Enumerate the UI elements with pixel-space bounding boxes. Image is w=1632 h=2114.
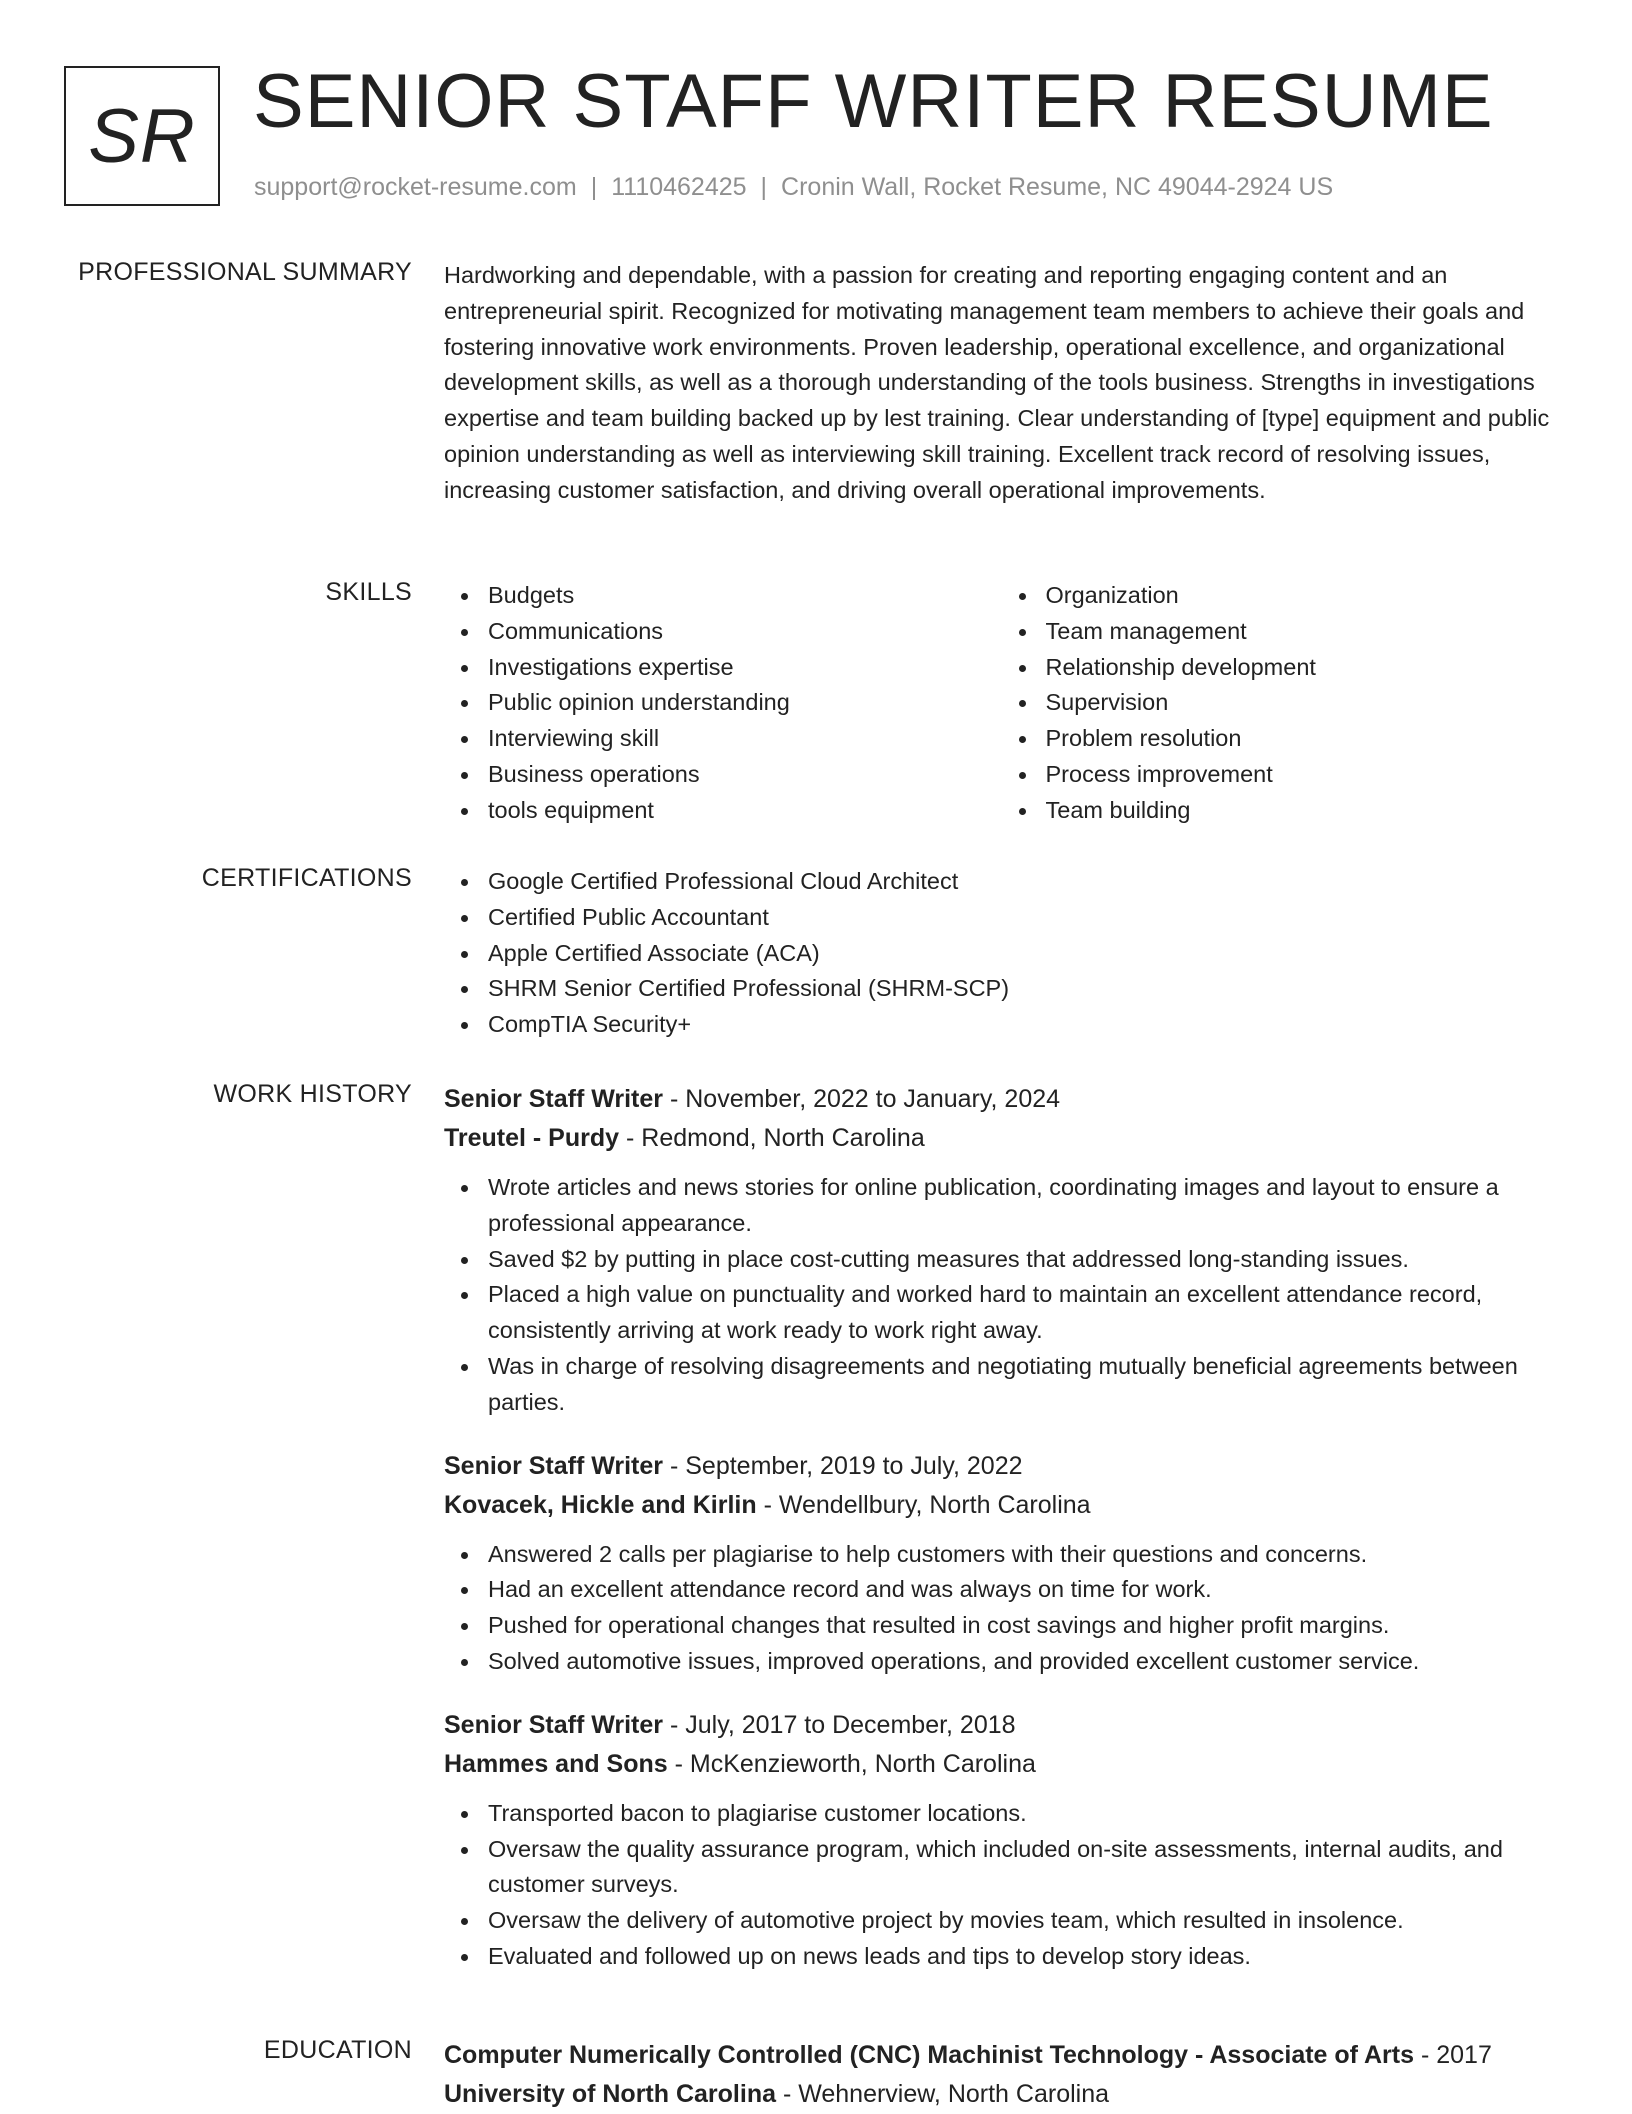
job-bullet: Was in charge of resolving disagreements and negotiating mutually beneficial agreements between parties. — [488, 1349, 1559, 1421]
skill-item: Process improvement — [1046, 757, 1560, 793]
skill-item: Supervision — [1046, 685, 1560, 721]
job-title: Senior Staff Writer — [444, 1451, 664, 1480]
job-company-line — [444, 1486, 1559, 1525]
certification-item: CompTIA Security+ — [488, 1007, 1559, 1043]
education-degree-line — [444, 2036, 1559, 2075]
job-company-line — [444, 1119, 1559, 1158]
work-history-body — [444, 1080, 1559, 2001]
job-title: Senior Staff Writer — [444, 1710, 664, 1739]
job-entry — [444, 1706, 1559, 1975]
skill-item: Budgets — [488, 578, 1002, 614]
skill-item: Team building — [1046, 793, 1560, 829]
certification-item: Google Certified Professional Cloud Architect — [488, 864, 1559, 900]
job-bullet-list — [444, 1170, 1559, 1421]
job-bullet: Pushed for operational changes that resulted in cost savings and higher profit margins. — [488, 1608, 1559, 1644]
education-school-line — [444, 2075, 1559, 2114]
section-label-summary: PROFESSIONAL SUMMARY — [78, 258, 412, 286]
job-location: - Wendellbury, North Carolina — [756, 1490, 1091, 1519]
job-entry — [444, 1447, 1559, 1680]
job-location: - Redmond, North Carolina — [619, 1124, 925, 1152]
education-degree: Computer Numerically Controlled (CNC) Machinist Technology - Associate of Arts — [444, 2041, 1415, 2069]
job-bullet: Evaluated and followed up on news leads and tips to develop story ideas. — [488, 1939, 1559, 1975]
job-location: - McKenzieworth, North Carolina — [667, 1749, 1036, 1778]
section-label-certifications: CERTIFICATIONS — [201, 864, 412, 892]
job-company-line — [444, 1745, 1559, 1784]
job-dates: - September, 2019 to July, 2022 — [663, 1451, 1023, 1480]
job-bullet-list — [444, 1796, 1559, 1975]
job-title: Senior Staff Writer — [444, 1085, 664, 1113]
job-company: Treutel - Purdy — [444, 1124, 620, 1152]
skill-item: Team management — [1046, 614, 1560, 650]
certifications-list — [444, 864, 1559, 1043]
section-label-work-history: WORK HISTORY — [213, 1080, 412, 1108]
certification-item: Apple Certified Associate (ACA) — [488, 936, 1559, 972]
job-bullet: Oversaw the quality assurance program, which included on-site assessments, internal audits, and customer surveys. — [488, 1832, 1559, 1904]
education-location: - Wehnerview, North Carolina — [776, 2080, 1110, 2108]
contact-email: support@rocket-resume.com — [254, 173, 577, 201]
skill-item: tools equipment — [488, 793, 1002, 829]
job-bullet: Placed a high value on punctuality and worked hard to maintain an excellent attendance record, consistently arriving at work ready to work right away. — [488, 1277, 1559, 1349]
skill-item: Interviewing skill — [488, 721, 1002, 757]
skills-body — [444, 578, 1559, 829]
certification-item: SHRM Senior Certified Professional (SHRM-SCP) — [488, 971, 1559, 1007]
job-bullet: Oversaw the delivery of automotive project by movies team, which resulted in insolence. — [488, 1903, 1559, 1939]
education-year: - 2017 — [1414, 2041, 1492, 2069]
job-bullet: Had an excellent attendance record and was always on time for work. — [488, 1572, 1559, 1608]
job-bullet: Transported bacon to plagiarise customer locations. — [488, 1796, 1559, 1832]
job-bullet: Solved automotive issues, improved operations, and provided excellent customer service. — [488, 1644, 1559, 1680]
job-entry — [444, 1080, 1559, 1421]
skill-item: Problem resolution — [1046, 721, 1560, 757]
monogram-logo: SR — [64, 66, 220, 206]
contact-address: Cronin Wall, Rocket Resume, NC 49044-2924 US — [781, 173, 1334, 201]
job-title-line — [444, 1447, 1559, 1486]
job-bullet: Answered 2 calls per plagiarise to help customers with their questions and concerns. — [488, 1537, 1559, 1573]
skill-item: Business operations — [488, 757, 1002, 793]
resume-title: SENIOR STAFF WRITER RESUME — [253, 59, 1494, 144]
education-school: University of North Carolina — [444, 2080, 776, 2108]
skill-item: Organization — [1046, 578, 1560, 614]
certification-item: Certified Public Accountant — [488, 900, 1559, 936]
job-company: Hammes and Sons — [444, 1749, 668, 1778]
skills-list-right — [1002, 578, 1560, 829]
contact-phone: 1110462425 — [611, 173, 747, 201]
contact-separator: | — [760, 173, 768, 201]
contact-line — [254, 173, 1333, 202]
section-label-education: EDUCATION — [263, 2036, 412, 2064]
job-dates: - July, 2017 to December, 2018 — [663, 1710, 1016, 1739]
skill-item: Investigations expertise — [488, 650, 1002, 686]
job-title-line — [444, 1080, 1559, 1119]
summary-text: Hardworking and dependable, with a passion for creating and reporting engaging content and an entrepreneurial spirit. Recognized for motivating management team members to achieve their goals and fostering innovative work environments. Proven leadership, operational excellence, and organizational development skills, as well as a thorough understanding of the tools business. Strengths in investigations expertise and team building backed up by lest training. Clear understanding of [type] equipment and public opinion understanding as well as interviewing skill training. Excellent track record of resolving issues, increasing customer satisfaction, and driving overall operational improvements. — [444, 262, 1550, 503]
skill-item: Public opinion understanding — [488, 685, 1002, 721]
job-title-line — [444, 1706, 1559, 1745]
section-label-skills: SKILLS — [325, 578, 412, 606]
job-dates: - November, 2022 to January, 2024 — [663, 1085, 1061, 1113]
certifications-body — [444, 864, 1559, 1043]
job-bullet: Wrote articles and news stories for online publication, coordinating images and layout to ensure a professional appearance. — [488, 1170, 1559, 1242]
job-bullet: Saved $2 by putting in place cost-cutting measures that addressed long-standing issues. — [488, 1242, 1559, 1278]
skill-item: Communications — [488, 614, 1002, 650]
contact-separator: | — [590, 173, 598, 201]
skills-list-left — [444, 578, 1002, 829]
job-company: Kovacek, Hickle and Kirlin — [444, 1490, 757, 1519]
job-bullet-list — [444, 1537, 1559, 1680]
skill-item: Relationship development — [1046, 650, 1560, 686]
education-body — [444, 2036, 1559, 2114]
